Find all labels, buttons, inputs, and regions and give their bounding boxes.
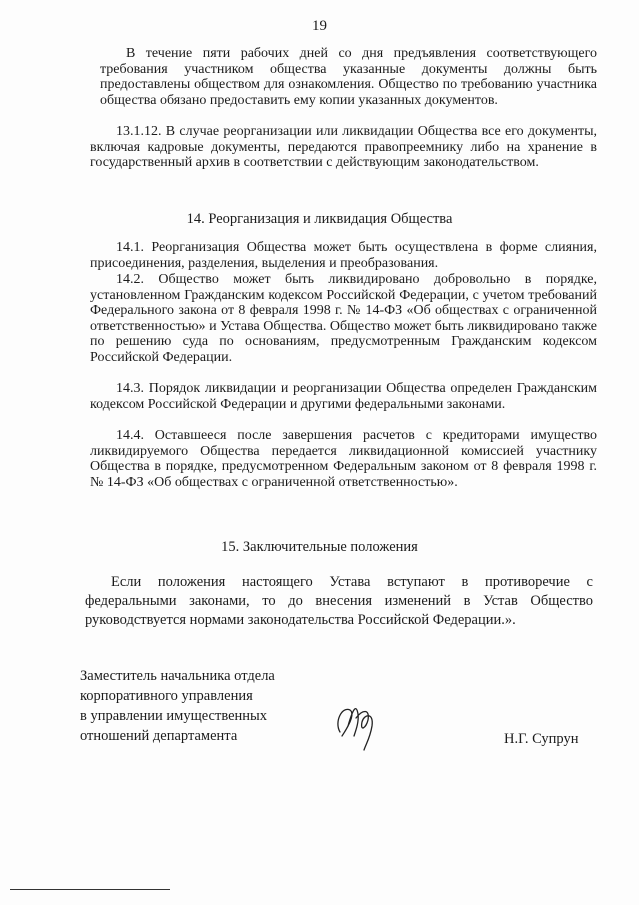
footnote-divider — [10, 889, 170, 890]
signer-title-line: Заместитель начальника отдела — [80, 668, 275, 684]
paragraph-14-1: 14.1. Реорганизация Общества может быть осуществлена в форме слияния, присоединения, разделения, выделения и преобразования. — [90, 240, 597, 271]
signer-title-line: корпоративного управления — [80, 688, 253, 704]
signer-title — [80, 666, 310, 746]
section-heading-14: 14. Реорганизация и ликвидация Общества — [186, 211, 453, 227]
handwritten-signature — [326, 692, 386, 752]
paragraph-documents-access: В течение пяти рабочих дней со дня предъявления соответствующего требования участником общества указанные документы должны быть предоставлены обществом для ознакомления. Общество по требованию участника общества обязано предоставить ему копии указанных документов. — [100, 46, 597, 108]
paragraph-13-1-12: 13.1.12. В случае реорганизации или ликвидации Общества все его документы, включая кадровые документы, передаются правопреемнику либо на хранение в государственный архив в соответствии с действующим законодательством. — [90, 124, 597, 170]
paragraph-14-4: 14.4. Оставшееся после завершения расчетов с кредиторами имущество ликвидируемого Общества передается ликвидационной комиссией участнику Общества в порядке, предусмотренном Федеральным законом от 8 февраля 1998 г. № 14-ФЗ «Об обществах с ограниченной ответственностью». — [90, 428, 597, 490]
paragraph-14-3: 14.3. Порядок ликвидации и реорганизации Общества определен Гражданским кодексом Российской Федерации и другими федеральными законами. — [90, 381, 597, 412]
signer-title-line: в управлении имущественных — [80, 708, 268, 724]
paragraph-14-2: 14.2. Общество может быть ликвидировано добровольно в порядке, установленном Гражданским кодексом Российской Федерации, с учетом требований Федерального закона от 8 февраля 1998 г. № 14-ФЗ «Об обществах с ограниченной ответственностью» и Устава Общества. Общество может быть ликвидировано также по решению суда по основаниям, предусмотренным Гражданским кодексом Российской Федерации. — [90, 272, 597, 365]
paragraph-final-provisions: Если положения настоящего Устава вступают в противоречие с федеральными законами, то до внесения изменений в Устав Общество руководствуется нормами законодательства Российской Федерации.». — [85, 574, 593, 628]
signer-title-line: отношений департамента — [80, 728, 238, 744]
page-number: 19 — [312, 18, 327, 34]
section-heading-15: 15. Заключительные положения — [221, 539, 418, 555]
signer-name: Н.Г. Супрун — [504, 731, 579, 747]
